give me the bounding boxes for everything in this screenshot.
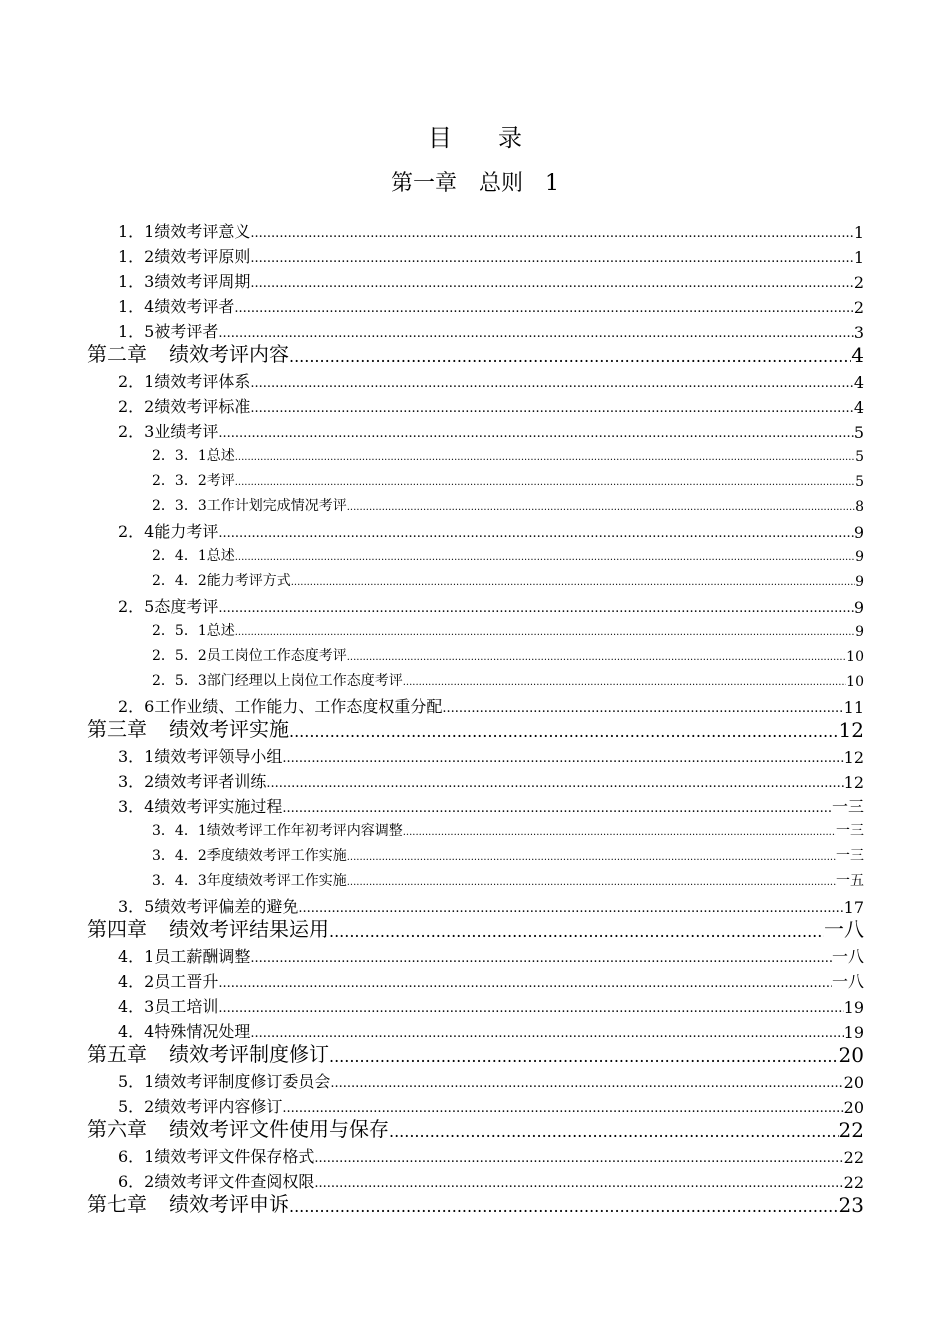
toc-page-number: 2: [853, 273, 864, 292]
toc-entry-title: 绩效考评意义: [154, 222, 251, 241]
toc-entry-title: 绩效考评者训练: [154, 772, 267, 791]
toc-entry-title: 绩效考评者: [154, 297, 235, 316]
toc-subsection-entry[interactable]: [152, 468, 864, 490]
toc-subsection-entry[interactable]: [152, 443, 864, 465]
toc-section-entry[interactable]: [118, 968, 864, 992]
toc-page-number: 9: [855, 549, 864, 565]
toc-dot-leader: [235, 476, 855, 490]
toc-entry-number: 2．3．1: [152, 448, 207, 464]
toc-entry-title: 业绩考评: [154, 422, 219, 441]
toc-entry-title: 态度考评: [154, 597, 219, 616]
toc-subsection-entry[interactable]: [152, 493, 864, 515]
toc-subsection-entry[interactable]: [152, 843, 864, 865]
toc-page-number: 3: [853, 323, 864, 342]
toc-entry-title: 绩效考评原则: [154, 247, 251, 266]
toc-entry-number: 2．4: [118, 522, 155, 541]
toc-entry-title: 能力考评方式: [206, 573, 291, 589]
toc-entry-title: 绩效考评实施: [169, 717, 289, 741]
toc-page-number: 一三: [836, 848, 864, 864]
toc-entry-number: 2．3: [118, 422, 155, 441]
toc-entry-number: 6．2: [118, 1172, 155, 1191]
toc-section-entry[interactable]: [118, 218, 864, 242]
toc-entry-title: 绩效考评内容: [169, 342, 289, 366]
chapter-one-heading: 第一章 总则 1: [391, 171, 559, 196]
toc-dot-leader: [389, 1122, 839, 1142]
toc-dot-leader: [234, 301, 853, 317]
toc-entry-number: 5．1: [118, 1072, 155, 1091]
toc-subsection-entry[interactable]: [152, 643, 864, 665]
toc-entry-number: 4．4: [118, 1022, 155, 1041]
toc-subsection-entry[interactable]: [152, 543, 864, 565]
toc-page-number: 一三: [831, 797, 864, 816]
toc-entry-title: 年度绩效考评工作实施: [206, 873, 347, 889]
toc-dot-leader: [347, 876, 836, 890]
toc-entry-number: 3．4．3: [152, 873, 207, 889]
toc-subsection-entry[interactable]: [152, 668, 864, 690]
toc-entry-title: 员工岗位工作态度考评: [206, 648, 347, 664]
toc-entry-title: 部门经理以上岗位工作态度考评: [206, 673, 403, 689]
toc-page-number: 20: [843, 1098, 864, 1117]
toc-dot-leader: [289, 347, 851, 367]
toc-entry-title: 绩效考评工作年初考评内容调整: [206, 823, 403, 839]
toc-section-entry[interactable]: [118, 793, 864, 817]
toc-entry-number: 2．6: [118, 697, 155, 716]
toc-entry-number: 2．5．3: [152, 673, 207, 689]
toc-dot-leader: [218, 426, 853, 442]
toc-subsection-entry[interactable]: [152, 818, 864, 840]
toc-page-number: 1: [853, 223, 864, 242]
toc-entry-number: 3．4．2: [152, 848, 207, 864]
toc-entry-number: 1．1: [118, 222, 155, 241]
toc-dot-leader: [282, 801, 832, 817]
toc-page-number: 12: [843, 773, 864, 792]
toc-chapter-entry[interactable]: [87, 714, 864, 742]
toc-entry-title: 绩效考评标准: [154, 397, 251, 416]
toc-page-number: 一八: [824, 917, 864, 941]
toc-dot-leader: [235, 626, 855, 640]
toc-page-number: 10: [846, 649, 864, 665]
toc-entry-title: 绩效考评文件查阅权限: [154, 1172, 315, 1191]
toc-page-number: 22: [838, 1118, 864, 1142]
toc-entry-title: 工作计划完成情况考评: [206, 498, 347, 514]
toc-dot-leader: [314, 1151, 843, 1167]
toc-entry-number: 3．4．1: [152, 823, 207, 839]
toc-section-entry[interactable]: [118, 768, 864, 792]
toc-subsection-entry[interactable]: [152, 568, 864, 590]
toc-entry-number: 第四章: [87, 917, 147, 941]
toc-page-number: 5: [855, 449, 864, 465]
toc-dot-leader: [289, 1197, 839, 1217]
toc-page-number: 10: [846, 674, 864, 690]
toc-section-entry[interactable]: [118, 1143, 864, 1167]
toc-entry-number: 1．3: [118, 272, 155, 291]
toc-entry-number: 2．5．1: [152, 623, 207, 639]
toc-entry-title: 绩效考评实施过程: [154, 797, 283, 816]
toc-dot-leader: [289, 722, 839, 742]
toc-entry-title: 绩效考评文件使用与保存: [169, 1117, 389, 1141]
toc-entry-number: 2．2: [118, 397, 155, 416]
toc-entry-number: 2．1: [118, 372, 155, 391]
toc-entry-title: 绩效考评制度修订: [169, 1042, 329, 1066]
toc-entry-number: 2．5．2: [152, 648, 207, 664]
toc-entry-title: 被考评者: [154, 322, 219, 341]
toc-page-number: 一八: [831, 972, 864, 991]
toc-page-number: 9: [855, 624, 864, 640]
toc-dot-leader: [329, 922, 824, 942]
toc-entry-title: 能力考评: [154, 522, 219, 541]
toc-page-number: 12: [843, 748, 864, 767]
toc-page-number: 4: [853, 398, 864, 417]
toc-page-number: 19: [843, 998, 864, 1017]
toc-entry-title: 工作业绩、工作能力、工作态度权重分配: [154, 697, 443, 716]
toc-dot-leader: [218, 1001, 843, 1017]
toc-page-number: 19: [843, 1023, 864, 1042]
toc-entry-number: 4．2: [118, 972, 155, 991]
toc-page-number: 4: [853, 373, 864, 392]
toc-page-number: 1: [853, 248, 864, 267]
toc-dot-leader: [250, 401, 853, 417]
toc-entry-title: 绩效考评制度修订委员会: [154, 1072, 331, 1091]
toc-dot-leader: [250, 276, 853, 292]
toc-chapter-entry[interactable]: [87, 914, 864, 942]
toc-chapter-entry[interactable]: [87, 1039, 864, 1067]
toc-entry-number: 第六章: [87, 1117, 147, 1141]
toc-entry-number: 5．2: [118, 1097, 155, 1116]
toc-dot-leader: [347, 501, 855, 515]
toc-entry-title: 绩效考评文件保存格式: [154, 1147, 315, 1166]
toc-dot-leader: [266, 776, 843, 792]
toc-entry-number: 1．2: [118, 247, 155, 266]
toc-section-entry[interactable]: [118, 418, 864, 442]
toc-dot-leader: [218, 601, 853, 617]
toc-chapter-entry[interactable]: [87, 1189, 864, 1217]
toc-title-right: 录: [498, 124, 522, 152]
toc-section-entry[interactable]: [118, 593, 864, 617]
toc-entry-number: 第七章: [87, 1192, 147, 1216]
toc-dot-leader: [250, 951, 832, 967]
toc-page-number: 一五: [836, 873, 864, 889]
toc-section-entry[interactable]: [118, 268, 864, 292]
toc-entry-title: 员工晋升: [154, 972, 219, 991]
toc-dot-leader: [347, 851, 836, 865]
toc-entry-title: 季度绩效考评工作实施: [206, 848, 347, 864]
toc-section-entry[interactable]: [118, 293, 864, 317]
toc-entry-title: 总述: [206, 448, 235, 464]
toc-dot-leader: [347, 651, 846, 665]
toc-dot-leader: [235, 551, 855, 565]
toc-page-number: 20: [843, 1073, 864, 1092]
toc-entry-number: 1．4: [118, 297, 155, 316]
toc-entry-number: 2．4．2: [152, 573, 207, 589]
toc-page-number: 23: [838, 1193, 864, 1217]
toc-entry-number: 2．3．2: [152, 473, 207, 489]
toc-dot-leader: [403, 676, 846, 690]
toc-entry-title: 特殊情况处理: [154, 1022, 251, 1041]
toc-entry-number: 6．1: [118, 1147, 155, 1166]
toc-dot-leader: [330, 1076, 843, 1092]
toc-page-number: 5: [853, 423, 864, 442]
toc-entry-title: 绩效考评申诉: [169, 1192, 289, 1216]
toc-dot-leader: [291, 576, 855, 590]
toc-section-entry[interactable]: [118, 943, 864, 967]
toc-section-entry[interactable]: [118, 993, 864, 1017]
toc-page-number: 9: [855, 574, 864, 590]
toc-entry-number: 3．4: [118, 797, 155, 816]
toc-entry-title: 绩效考评周期: [154, 272, 251, 291]
toc-page-number: 5: [855, 474, 864, 490]
toc-entry-number: 2．4．1: [152, 548, 207, 564]
toc-entry-number: 第二章: [87, 342, 147, 366]
toc-page-number: 一三: [836, 823, 864, 839]
toc-entry-title: 考评: [206, 473, 235, 489]
toc-entry-number: 第三章: [87, 717, 147, 741]
toc-entry-title: 绩效考评内容修订: [154, 1097, 283, 1116]
toc-dot-leader: [250, 226, 853, 242]
toc-dot-leader: [403, 826, 836, 840]
toc-subsection-entry[interactable]: [152, 618, 864, 640]
toc-dot-leader: [218, 976, 832, 992]
toc-entry-title: 员工薪酬调整: [154, 947, 251, 966]
toc-entry-title: 绩效考评偏差的避免: [154, 897, 299, 916]
toc-dot-leader: [250, 376, 853, 392]
toc-entry-title: 绩效考评结果运用: [169, 917, 329, 941]
toc-entry-number: 3．2: [118, 772, 155, 791]
toc-page-number: 8: [855, 499, 864, 515]
toc-entry-number: 3．1: [118, 747, 155, 766]
toc-entry-number: 第五章: [87, 1042, 147, 1066]
toc-page-number: 9: [853, 598, 864, 617]
toc-chapter-entry[interactable]: [87, 1114, 864, 1142]
toc-title-left: 目: [428, 124, 452, 152]
toc-entry-title: 总述: [206, 548, 235, 564]
toc-section-entry[interactable]: [118, 1068, 864, 1092]
toc-subsection-entry[interactable]: [152, 868, 864, 890]
toc-entry-number: 3．5: [118, 897, 155, 916]
toc-entry-number: 1．5: [118, 322, 155, 341]
toc-chapter-entry[interactable]: [87, 339, 864, 367]
toc-dot-leader: [282, 751, 843, 767]
toc-page-number: 11: [843, 698, 864, 717]
toc-page-number: 9: [853, 523, 864, 542]
toc-entry-title: 绩效考评领导小组: [154, 747, 283, 766]
toc-page-number: 22: [843, 1173, 864, 1192]
toc-section-entry[interactable]: [118, 243, 864, 267]
toc-section-entry[interactable]: [118, 518, 864, 542]
toc-page-number: 一八: [831, 947, 864, 966]
toc-section-entry[interactable]: [118, 743, 864, 767]
toc-page-number: 12: [838, 718, 864, 742]
toc-entry-number: 2．5: [118, 597, 155, 616]
toc-page-number: 22: [843, 1148, 864, 1167]
toc-page-number: 2: [853, 298, 864, 317]
toc-entry-number: 2．3．3: [152, 498, 207, 514]
toc-dot-leader: [218, 526, 853, 542]
toc-dot-leader: [250, 251, 853, 267]
toc-page-number: 20: [838, 1043, 864, 1067]
toc-section-entry[interactable]: [118, 393, 864, 417]
toc-section-entry[interactable]: [118, 368, 864, 392]
toc-entry-title: 员工培训: [154, 997, 219, 1016]
toc-entry-title: 总述: [206, 623, 235, 639]
toc-entry-number: 4．3: [118, 997, 155, 1016]
toc-entry-title: 绩效考评体系: [154, 372, 251, 391]
toc-dot-leader: [329, 1047, 839, 1067]
toc-dot-leader: [235, 451, 855, 465]
toc-entry-number: 4．1: [118, 947, 155, 966]
toc-page-number: 17: [843, 898, 864, 917]
toc-page-number: 4: [851, 343, 864, 367]
